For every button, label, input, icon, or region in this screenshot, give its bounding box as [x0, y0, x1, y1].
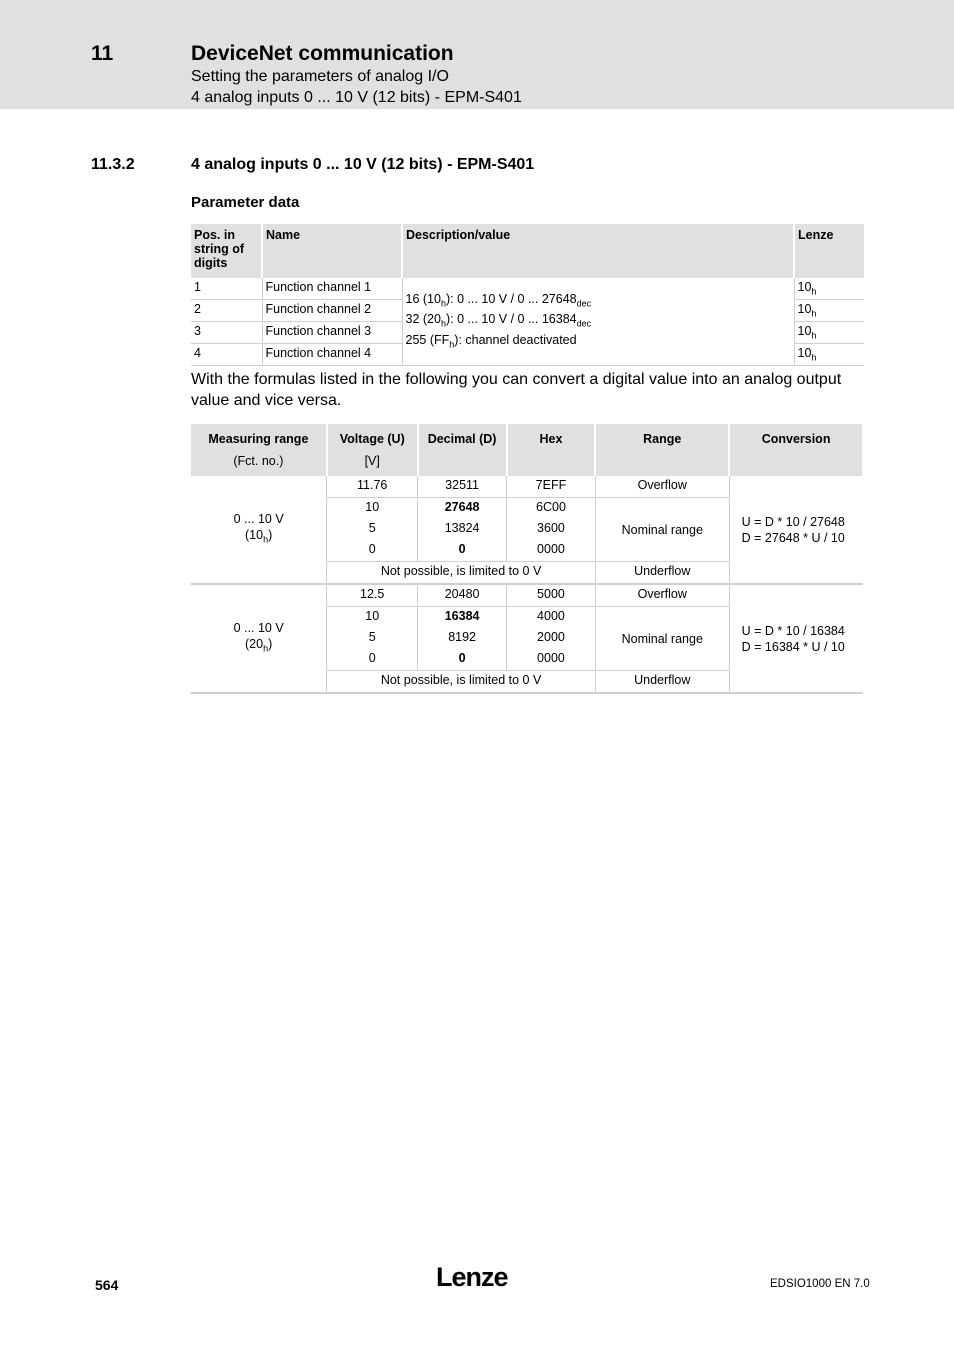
voltage-cell: 5 — [327, 519, 418, 540]
measuring-range-cell: 0 ... 10 V $(10_h)$ — [191, 476, 327, 584]
voltage-cell: 0 — [327, 540, 418, 562]
name-cell: Function channel 4 — [262, 344, 402, 366]
conversion-table-header — [191, 424, 863, 476]
hex-cell: 3600 — [507, 519, 596, 540]
pos-cell: 2 — [191, 300, 262, 322]
voltage-cell: 10 — [327, 498, 418, 520]
header-decimal: Decimal (D) — [418, 424, 507, 476]
parameter-table — [191, 224, 864, 366]
parameter-data-heading: Parameter data — [191, 194, 300, 211]
name-cell: Function channel 3 — [262, 322, 402, 344]
description-line-1: 16 $(10_h)$: 0 ... 10 V / 0 ... $27648_{dec}$ — [405, 291, 592, 309]
measuring-range-cell: 0 ... 10 V $(20_h)$ — [191, 584, 327, 693]
hex-cell: 5000 — [507, 584, 596, 607]
intro-paragraph: With the formulas listed in the following you can convert a digital value into an analog output value and vice versa. — [191, 371, 842, 409]
header-hex: Hex — [507, 424, 596, 476]
lenze-logo: Lenze — [436, 1262, 508, 1292]
conversion-formula-cell: U = D * 10 / 27648 D = 27648 * U / 10 — [729, 476, 863, 584]
voltage-cell: 0 — [327, 649, 418, 671]
lenze-cell: $10_h$ — [794, 344, 864, 366]
header-pos: Pos. in string of digits — [191, 224, 262, 278]
pos-cell: 4 — [191, 344, 262, 366]
table-row — [191, 584, 863, 607]
range-underflow: Underflow — [595, 671, 729, 694]
header-voltage: Voltage (U) [V] — [327, 424, 418, 476]
decimal-cell: 32511 — [418, 476, 507, 498]
lenze-cell: $10_h$ — [794, 322, 864, 344]
hex-cell: 0000 — [507, 540, 596, 562]
chapter-title: DeviceNet communication — [191, 42, 454, 65]
section-number: 11.3.2 — [91, 156, 135, 173]
decimal-cell: 0 — [418, 649, 507, 671]
header-description: Description/value — [402, 224, 794, 278]
description-line-2: 32 $(20_h)$: 0 ... 10 V / 0 ... $16384_{dec}$ — [405, 312, 592, 329]
pos-cell: 3 — [191, 322, 262, 344]
header-subtitle-2: 4 analog inputs 0 ... 10 V (12 bits) - EPM-S401 — [191, 89, 522, 106]
range-nominal: Nominal range — [595, 498, 729, 562]
decimal-cell: 16384 — [418, 607, 507, 629]
lenze-cell: $10_h$ — [794, 300, 864, 322]
decimal-cell: 20480 — [418, 584, 507, 607]
page-number: 564 — [95, 1277, 119, 1293]
header-range: Range — [595, 424, 729, 476]
hex-cell: 4000 — [507, 607, 596, 629]
table-row — [191, 476, 863, 498]
lenze-cell: $10_h$ — [794, 278, 864, 300]
hex-cell: 2000 — [507, 628, 596, 649]
voltage-cell: 12.5 — [327, 584, 418, 607]
header-name: Name — [262, 224, 402, 278]
range-overflow: Overflow — [595, 584, 729, 607]
hex-cell: 7EFF — [507, 476, 596, 498]
parameter-table-header — [191, 224, 864, 278]
not-possible-cell: Not possible, is limited to 0 V — [327, 562, 596, 585]
voltage-cell: 5 — [327, 628, 418, 649]
section-title: 4 analog inputs 0 ... 10 V (12 bits) - EPM-S401 — [191, 156, 535, 173]
header-conversion: Conversion — [729, 424, 863, 476]
range-underflow: Underflow — [595, 562, 729, 585]
hex-cell: 6C00 — [507, 498, 596, 520]
conversion-formula-cell: U = D * 10 / 16384 D = 16384 * U / 10 — [729, 584, 863, 693]
decimal-cell: 0 — [418, 540, 507, 562]
voltage-cell: 10 — [327, 607, 418, 629]
chapter-number: 11 — [91, 42, 114, 65]
not-possible-cell: Not possible, is limited to 0 V — [327, 671, 596, 694]
header-subtitle-1: Setting the parameters of analog I/O — [191, 68, 449, 85]
decimal-cell: 13824 — [418, 519, 507, 540]
decimal-cell: 27648 — [418, 498, 507, 520]
range-overflow: Overflow — [595, 476, 729, 498]
decimal-cell: 8192 — [418, 628, 507, 649]
page-header — [0, 0, 954, 109]
range-nominal: Nominal range — [595, 607, 729, 671]
document-id: EDSIO1000 EN 7.0 — [770, 1278, 870, 1290]
header-lenze: Lenze — [794, 224, 864, 278]
name-cell: Function channel 2 — [262, 300, 402, 322]
table-row — [191, 278, 864, 300]
description-line-3: 255 $(FF_h)$: channel deactivated — [405, 332, 577, 350]
voltage-cell: 11.76 — [327, 476, 418, 498]
name-cell: Function channel 1 — [262, 278, 402, 300]
header-measuring-range: Measuring range (Fct. no.) — [191, 424, 327, 476]
description-cell — [402, 278, 794, 366]
hex-cell: 0000 — [507, 649, 596, 671]
conversion-table — [191, 424, 864, 694]
pos-cell: 1 — [191, 278, 262, 300]
